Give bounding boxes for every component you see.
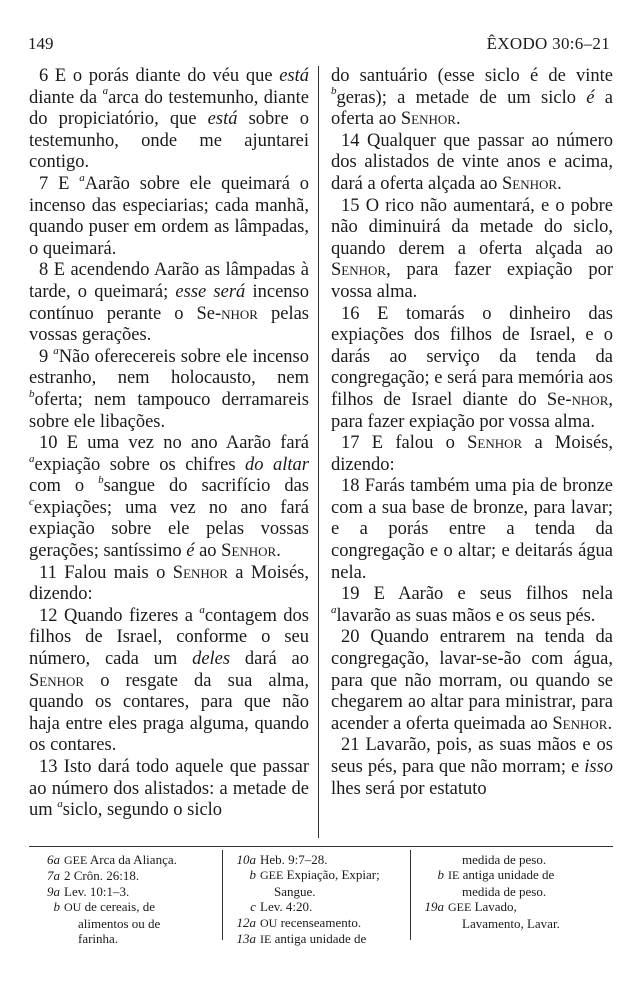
footnote: b GEE Expiação, Expiar;: [249, 867, 380, 883]
verse-13-continued: do santuário (esse siclo é de vinte $^b$geras); a metade de um siclo é a oferta ao Senhor.: [331, 66, 614, 130]
right-column: [331, 66, 613, 800]
verse-21: 21 Lavarão, pois, as suas mãos e os seus pés, para que não morram; e isso lhes será por estatuto: [331, 735, 613, 799]
verse-7: 7 E $^a$Aarão sobre ele queimará o incenso das especiarias; cada manhã, quando puser em ordem as lâmpadas, o queimará.: [29, 171, 309, 259]
footnote: 12a OU recenseamento.: [236, 914, 362, 930]
verse-17: 17 E falou o Senhor a Moisés, dizendo:: [331, 433, 613, 475]
footnote-rule: [29, 846, 613, 847]
footnotes-col-2: [226, 852, 406, 947]
footnote-continued: Lavamento, Lavar.: [462, 915, 560, 931]
footnote: 9a Lev. 10:1–3.: [47, 883, 130, 899]
verse-6: 6 E o porás diante do véu que está diante da $^a$arca do testemunho, diante do propiciatório, que está sobre o testemunho, onde me ajuntarei contigo.: [29, 66, 309, 173]
verse-14: 14 Qualquer que passar ao número dos alistados de vinte anos e acima, dará a oferta alçada ao Senhor.: [331, 130, 613, 194]
footnote: 19a GEE Lavado,: [424, 899, 517, 915]
page-number: 149: [28, 34, 54, 53]
footnotes-col-3: [414, 852, 614, 931]
left-column: [29, 66, 309, 822]
footnote-continued: alimentos ou de: [78, 915, 161, 931]
footnote: b OU de cereais, de: [53, 899, 155, 915]
page-header: [28, 34, 610, 60]
footnote-divider: [222, 850, 223, 940]
verse-8: 8 E acendendo Aarão as lâmpadas à tarde, o queimará; esse será incenso contínuo perante o Se-nhor pelas vossas gerações.: [29, 260, 310, 346]
verse-11: 11 Falou mais o Senhor a Moisés, dizendo:: [29, 562, 309, 605]
verse-18: 18 Farás também uma pia de bronze com a sua base de bronze, para lavar; e a porás entre a tenda da congregação e o altar; e deitarás água nela.: [331, 476, 613, 583]
footnote-continued: farinha.: [78, 931, 119, 947]
verse-9: 9 $^a$Não oferecereis sobre ele incenso estranho, nem holocausto, nem $^b$oferta; nem tampouco derramareis sobre ele libações.: [29, 344, 309, 432]
verse-15: 15 O rico não aumentará, e o pobre não diminuirá da metade do siclo, quando derem a oferta alçada ao Senhor, para fazer expiação por vossa alma.: [331, 195, 613, 302]
footnote-continued: medida de peso.: [462, 883, 547, 899]
footnote: c Lev. 4:20.: [250, 899, 313, 915]
footnote: 6a GEE Arca da Aliança.: [47, 852, 177, 867]
footnote-continued: medida de peso.: [462, 852, 547, 867]
footnote: 7a 2 Crôn. 26:18.: [47, 868, 140, 884]
verse-13: 13 Isto dará todo aquele que passar ao número dos alistados: a metade de um $^a$siclo, segundo o siclo: [29, 757, 309, 821]
running-head: ÊXODO 30:6–21: [486, 34, 610, 53]
verse-16: 16 E tomarás o dinheiro das expiações dos filhos de Israel, e o darás ao serviço da tenda da congregação; e será para memória aos filhos de Israel diante do Se-nhor, para fazer expiação por vossa alma.: [331, 303, 613, 432]
footnotes-col-1: [30, 852, 220, 946]
column-divider: [318, 66, 319, 838]
verse-12: 12 Quando fizeres a $^a$contagem dos filhos de Israel, conforme o seu número, cada um deles dará ao Senhor o resgate da sua alma, quando os contares, para que não haja entre eles praga alguma, quando os contares.: [29, 603, 309, 756]
footnote-continued: Sangue.: [274, 883, 316, 899]
footnote-divider: [410, 850, 411, 940]
footnote: b IE antiga unidade de: [437, 867, 555, 883]
verse-10: 10 E uma vez no ano Aarão fará $^a$expiação sobre os chifres do altar com o $^b$sangue do sacrifício das $^c$expiações; uma vez no ano fará expiação sobre ele pelas vossas gerações; santíssimo é ao Senhor.: [29, 433, 310, 562]
verse-19: 19 E Aarão e seus filhos nela $^a$lavarão as suas mãos e os seus pés.: [331, 584, 613, 626]
verse-20: 20 Quando entrarem na tenda da congregação, lavar-se-ão com água, para que não morram, ou quando se chegarem ao altar para ministrar, para acender a oferta queimada ao Senhor.: [331, 627, 613, 734]
footnote: 10a Heb. 9:7–28.: [236, 852, 328, 867]
footnote: 13a IE antiga unidade de: [236, 931, 367, 947]
